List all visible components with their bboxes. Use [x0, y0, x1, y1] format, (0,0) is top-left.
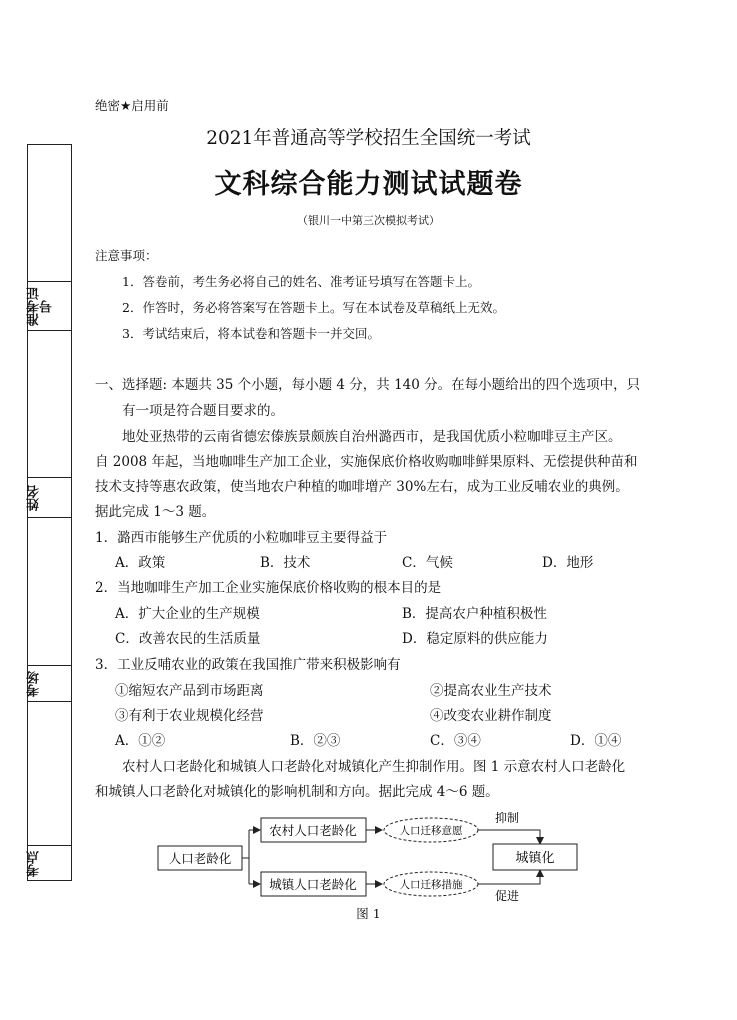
- question-stem: 2．当地咖啡生产加工企业实施保底价格收购的根本目的是: [95, 580, 442, 596]
- node-urban-aging: 城镇人口老龄化: [269, 877, 357, 892]
- arrow: [478, 870, 540, 884]
- option-d: D．地形: [542, 555, 594, 571]
- statement-item: ①缩短农产品到市场距离: [115, 683, 264, 699]
- label-promote: 促进: [494, 889, 520, 903]
- option-a: A．政策: [115, 555, 166, 571]
- option-b: B．技术: [260, 555, 311, 571]
- statement-item: ②提高农业生产技术: [430, 683, 552, 699]
- passage-line: 据此完成 1～3 题。: [95, 504, 216, 520]
- node-population-aging: 人口老龄化: [168, 851, 232, 866]
- option-a: A．①②: [115, 733, 166, 749]
- option-c: C．改善农民的生活质量: [115, 631, 261, 647]
- figure-caption: 图 1: [356, 906, 381, 921]
- section-instruction: 一、选择题: 本题共 35 个小题，每小题 4 分，共 140 分。在每小题给出的四个选项中，只: [95, 377, 641, 393]
- exam-subtitle: （银川一中第三次模拟考试）: [297, 214, 440, 227]
- paper-title: 文科综合能力测试试题卷: [214, 169, 523, 200]
- sidebar-label-room: 考场: [27, 671, 42, 697]
- sidebar-divider: [28, 477, 71, 478]
- label-inhibit: 抑制: [494, 811, 520, 825]
- node-urbanization: 城镇化: [515, 851, 555, 866]
- node-migration-measures: 人口迁移措施: [399, 879, 463, 891]
- option-c: C．③④: [430, 733, 481, 749]
- sidebar-divider: [28, 665, 71, 666]
- notice-item: 1．答卷前，考生务必将自己的姓名、准考证号填写在答题卡上。: [122, 274, 480, 289]
- option-b: B．②③: [290, 733, 341, 749]
- sidebar-label-center: 考点: [27, 851, 42, 877]
- exam-title: 2021年普通高等学校招生全国统一考试: [206, 128, 531, 149]
- passage-line: 农村人口老龄化和城镇人口老龄化对城镇化产生抑制作用。图 1 示意农村人口老龄化: [122, 759, 626, 775]
- question-stem: 3．工业反哺农业的政策在我国推广带来积极影响有: [95, 657, 401, 673]
- option-d: D．稳定原料的供应能力: [402, 631, 548, 647]
- question-stem: 1．潞西市能够生产优质的小粒咖啡豆主要得益于: [95, 530, 388, 546]
- figure-1-diagram: [150, 800, 590, 910]
- sidebar-label-id-number: 准考证号: [27, 287, 55, 327]
- passage-line: 技术支持等惠农政策，使当地农户种植的咖啡增产 30%左右，成为工业反哺农业的典例。: [95, 479, 629, 495]
- sidebar-divider: [28, 701, 71, 702]
- section-instruction: 有一项是符合题目要求的。: [122, 403, 284, 419]
- notice-heading: 注意事项：: [95, 248, 158, 263]
- notice-item: 3．考试结束后，将本试卷和答题卡一并交回。: [122, 326, 380, 341]
- binding-sidebar: [27, 144, 72, 881]
- sidebar-label-name: 姓名: [27, 485, 42, 511]
- sidebar-divider: [28, 845, 71, 846]
- option-c: C．气候: [402, 555, 453, 571]
- confidential-mark: 绝密★启用前: [95, 98, 169, 113]
- passage-line: 地处亚热带的云南省德宏傣族景颇族自治州潞西市，是我国优质小粒咖啡豆主产区。: [122, 429, 622, 445]
- sidebar-divider: [28, 281, 71, 282]
- option-b: B．提高农户种植积极性: [402, 606, 547, 622]
- notice-item: 2．作答时，务必将答案写在答题卡上。写在本试卷及草稿纸上无效。: [122, 300, 505, 315]
- sidebar-divider: [28, 330, 71, 331]
- node-migration-will: 人口迁移意愿: [399, 825, 463, 837]
- arrow: [478, 830, 540, 844]
- node-rural-aging: 农村人口老龄化: [269, 823, 357, 838]
- passage-line: 自 2008 年起，当地咖啡生产加工企业，实施保底价格收购咖啡鲜果原料、无偿提供种苗和: [95, 454, 638, 470]
- option-d: D．①④: [570, 733, 622, 749]
- passage-line: 和城镇人口老龄化对城镇化的影响机制和方向。据此完成 4～6 题。: [95, 784, 499, 800]
- statement-item: ④改变农业耕作制度: [430, 708, 552, 724]
- option-a: A．扩大企业的生产规模: [115, 606, 260, 622]
- sidebar-divider: [28, 517, 71, 518]
- statement-item: ③有利于农业规模化经营: [115, 708, 264, 724]
